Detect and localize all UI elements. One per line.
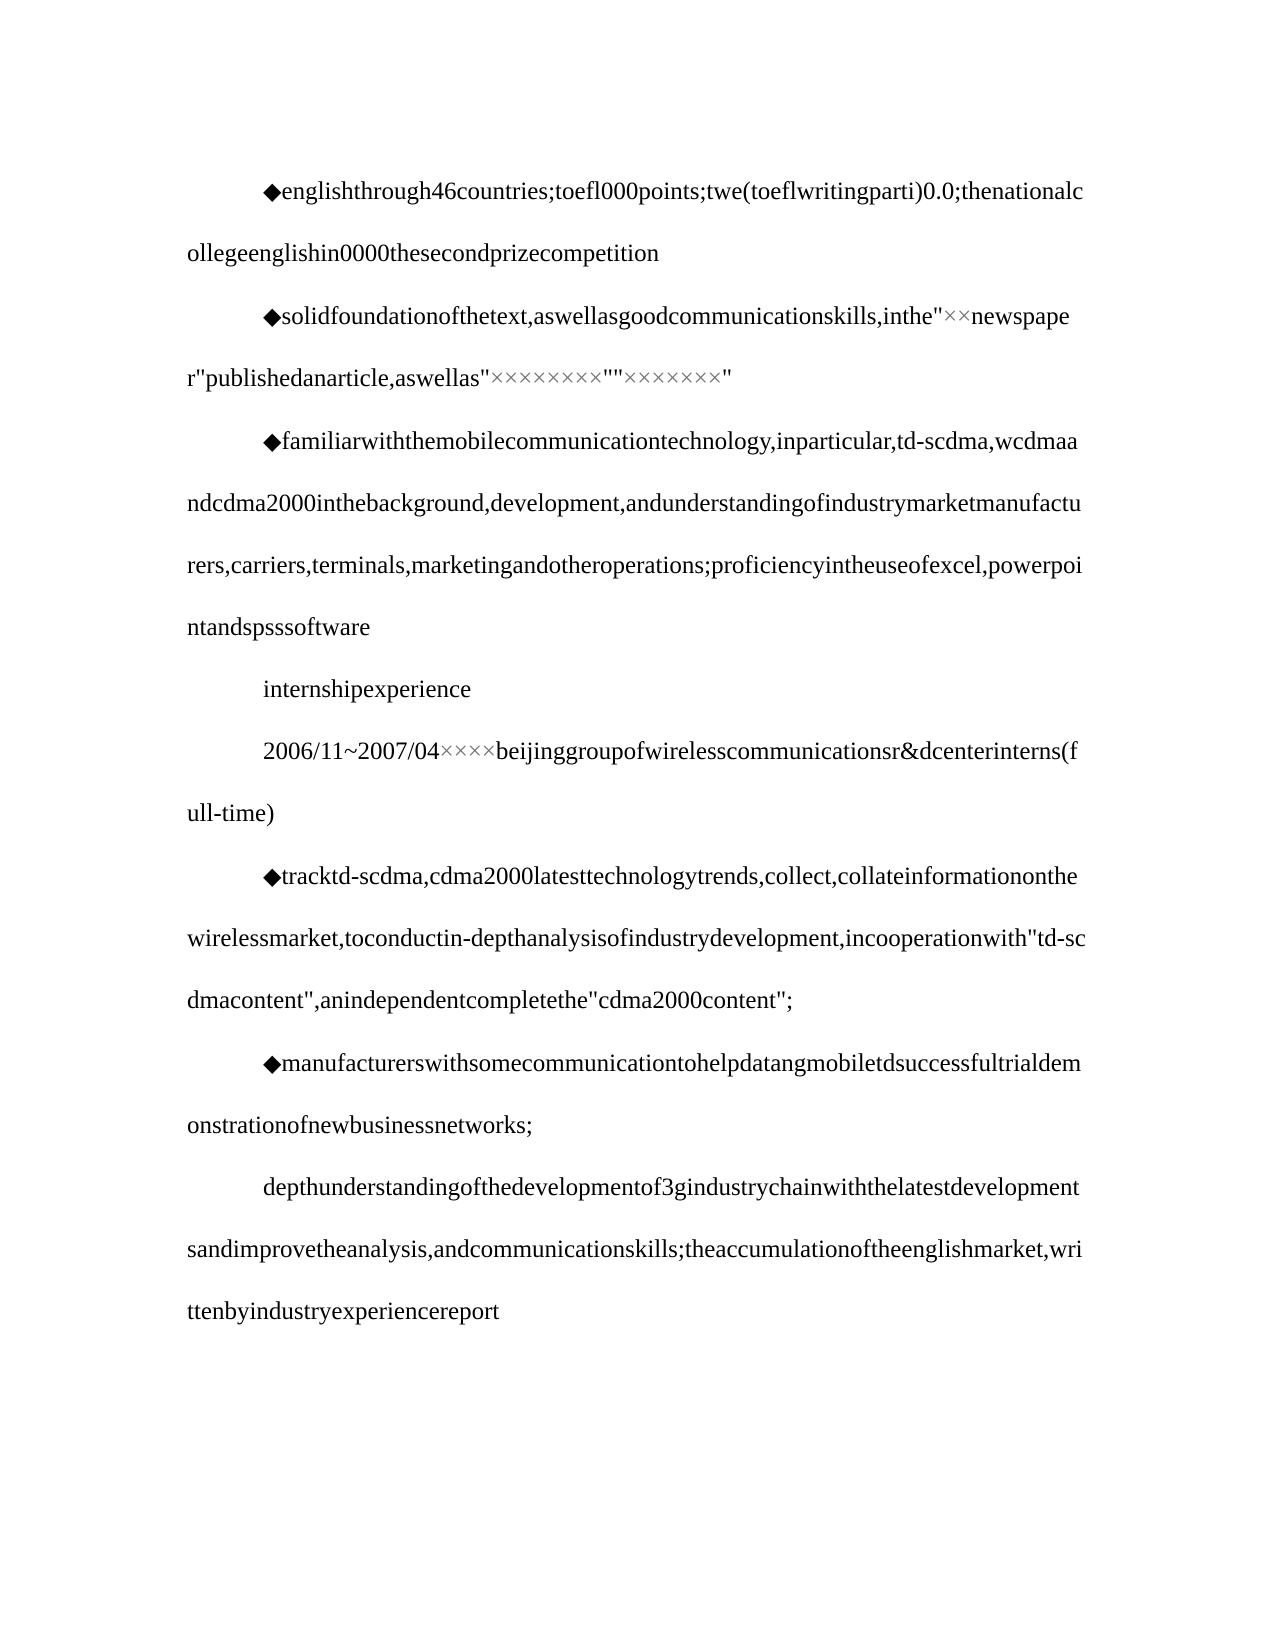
paragraph-internship-entry: [187, 721, 1087, 845]
diamond-bullet-icon: ◆: [263, 177, 282, 205]
paragraph-depth-understanding: [187, 1157, 1087, 1343]
redacted-text: ××××: [439, 738, 496, 765]
paragraph-text: ": [721, 365, 733, 392]
paragraph-writing-skills: [187, 285, 1087, 410]
paragraph-manufacturers: [187, 1032, 1087, 1157]
paragraph-mobile-technology: [187, 410, 1087, 659]
paragraph-text: beijinggroupofwirelesscommunicationsr&dcenterinterns(full-time): [187, 738, 1078, 827]
section-heading-internship: [187, 659, 1087, 721]
redacted-text: ××: [942, 303, 972, 330]
paragraph-text: newspaper"publishedanarticle,aswellas": [187, 303, 1070, 392]
paragraph-text: 2006/11~2007/04: [263, 738, 440, 765]
redacted-text: ×××××××: [623, 365, 722, 392]
paragraph-text: englishthrough46countries;toefl000points;twe(toeflwritingparti)0.0;thenationalcollegeenglishin0000thesecondprizecompetition: [187, 178, 1084, 267]
diamond-bullet-icon: ◆: [263, 427, 282, 455]
paragraph-text: tracktd-scdma,cdma2000latesttechnologytrends,collect,collateinformationonthewirelessmarket,toconductin-depthanalysisofindustrydevelopment,incooperationwith"td-scdmacontent",anindependentcompletethe"cdma2000content";: [187, 863, 1086, 1014]
paragraph-text: familiarwiththemobilecommunicationtechnology,inparticular,td-scdma,wcdmaandcdma2000inthebackground,development,andunderstandingofindustrymarketmanufacturers,carriers,terminals,marketingandotheroperations;proficiencyintheuseofexcel,powerpointandspsssoftware: [187, 428, 1083, 641]
document-body: [187, 160, 1087, 1343]
paragraph-text: depthunderstandingofthedevelopmentof3gindustrychainwiththelatestdevelopmentsandimprovetheanalysis,andcommunicationskills;theaccumulationoftheenglishmarket,writtenbyindustryexperiencereport: [187, 1174, 1083, 1325]
diamond-bullet-icon: ◆: [263, 302, 282, 330]
diamond-bullet-icon: ◆: [263, 862, 282, 890]
paragraph-track-trends: [187, 845, 1087, 1032]
paragraph-english-skills: [187, 160, 1087, 285]
paragraph-text: manufacturerswithsomecommunicationtohelpdatangmobiletdsuccessfultrialdemonstrationofnewbusinessnetworks;: [187, 1050, 1082, 1139]
section-heading-text: internshipexperience: [263, 676, 472, 703]
paragraph-text: "": [602, 365, 624, 392]
redacted-text: ××××××××: [489, 365, 603, 392]
diamond-bullet-icon: ◆: [263, 1049, 282, 1077]
paragraph-text: solidfoundationofthetext,aswellasgoodcommunicationskills,inthe": [281, 303, 943, 330]
